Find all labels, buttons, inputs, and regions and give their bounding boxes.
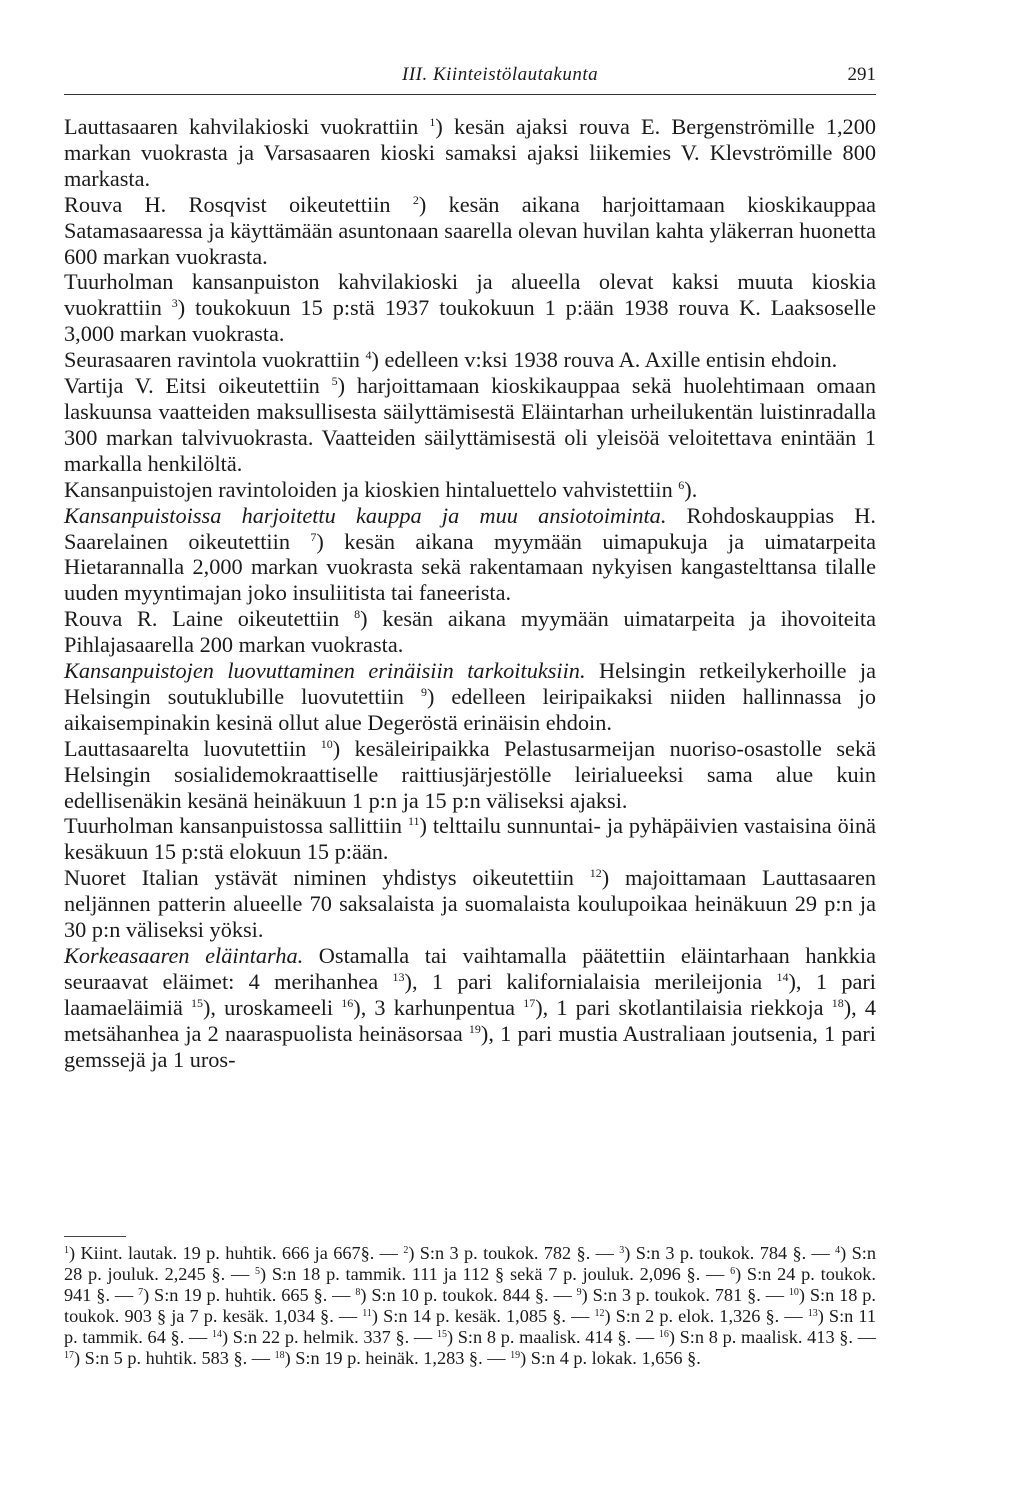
footnote-text: ) S:n 3 p. toukok. 784 §. — [624,1243,836,1263]
paragraph: Nuoret Italian ystävät niminen yhdistys oikeutettiin $^{12}$) majoittamaan Lauttasaaren neljännen patterin alueelle 70 saksalaista ja suomalaista koulupoikaa heinäkuun 29 p:n ja 30 p:n väliseksi yöksi. [64,865,876,943]
footnote-text: ) S:n 18 p. tammik. 111 ja 112 § sekä 7 p. jouluk. 2,096 §. — [260,1263,731,1284]
section-title: III. Kiinteistölautakunta [402,64,599,85]
footnote-text: ) S:n 19 p. heinäk. 1,283 §. — [284,1347,511,1368]
footnote-number: 18 [274,1349,285,1361]
footnote-number: 15 [436,1328,447,1340]
footnote-ref[interactable]: 11 [407,814,420,829]
footnote-text: ) S:n 28 p. jouluk. 2,245 §. — [64,1243,877,1284]
footnote-ref[interactable]: 10 [320,736,333,751]
footnote-number: 6 [730,1265,736,1277]
footnote-ref[interactable]: 6 [678,477,685,492]
footnote-number: 2 [403,1245,409,1256]
footnote-ref[interactable]: 2 [412,192,419,207]
footnote-ref[interactable]: 1 [429,115,436,129]
footnote-ref[interactable]: 14 [776,969,789,984]
footnote-number: 17 [64,1349,74,1361]
paragraph: Rouva R. Laine oikeutettiin $^8$) kesän aikana myymään uimatarpeita ja ihovoiteita Pihlajasaarella 200 markan vuokrasta. [64,606,876,658]
paragraph: Kansanpuistojen ravintoloiden ja kioskien hintaluettelo vahvistettiin $^6$). [64,476,698,502]
footnote-number: 14 [211,1328,222,1340]
footnote-divider [64,1236,126,1237]
paragraph: Kansanpuistojen luovuttaminen erinäisiin tarkoituksiin. Helsingin retkeilykerhoille ja Helsingin soutuklubille luovutettiin $^9$) edelleen leiripaikaksi niiden hallinnassa jo aikaisempinakin kesinä ollut alue Degeröstä erinäisin ehdoin. [64,658,876,735]
footnote-number: 5 [255,1265,261,1277]
footnote-ref[interactable]: 5 [331,374,338,389]
footnote-ref[interactable]: 18 [831,995,844,1010]
page-number: 291 [847,64,876,85]
footnote-number: 12 [594,1307,605,1319]
body-text [64,114,876,1073]
footnote-ref[interactable]: 16 [341,995,354,1010]
paragraph: Rouva H. Rosqvist oikeutettiin $^2$) kesän aikana harjoittamaan kioskikauppaa Satamasaaressa ja käyttämään asuntonaan saarella olevan huvilan kahta yläkerran huonetta 600 markan vuokrasta. [64,191,876,269]
footnote-list [64,1243,876,1368]
footnote-text: ) S:n 18 p. toukok. 903 § ja 7 p. kesäk. 1,034 §. — [64,1284,876,1326]
inline-heading: Kansanpuistojen luovuttaminen erinäisiin tarkoituksiin. [64,658,586,684]
footnote-ref[interactable]: 13 [392,969,405,984]
footnote-text: ) S:n 22 p. helmik. 337 §. — [221,1326,437,1347]
footnotes [64,1243,876,1368]
footnote-ref[interactable]: 12 [589,866,602,881]
footnote-number: 10 [788,1286,799,1298]
footnote-text: ) S:n 11 p. tammik. 64 §. — [64,1305,877,1347]
footnote-ref[interactable]: 19 [468,1021,481,1036]
footnote-text: ) S:n 10 p. toukok. 844 §. — [360,1284,577,1305]
footnote-number: 16 [658,1328,669,1340]
inline-heading: Kansanpuistoissa harjoitettu kauppa ja muu ansiotoiminta. [64,502,667,528]
footnote-ref[interactable]: 15 [191,995,203,1010]
paragraph: Tuurholman kansanpuistossa sallittiin $^{11}$) telttailu sunnuntai- ja pyhäpäivien vastaisina öinä kesäkuun 15 p:stä elokuun 15 p:ään. [64,813,876,865]
footnote-number: 19 [510,1349,521,1361]
paragraph: Korkeasaaren eläintarha. Ostamalla tai vaihtamalla päätettiin eläintarhaan hankkia seuraavat eläimet: 4 merihanhea $^{13}$), 1 pari kalifornialaisia merileijonia $^{14}$), 1 pari laamaeläimiä $^{15}$), uroskameeli $^{16}$), 3 karhunpentua $^{17}$), 1 pari skotlantilaisia riekkoja $^{18}$), 4 metsähanhea ja 2 naaraspuolista heinäsorsaa $^{19}$), 1 pari mustia Australiaan joutsenia, 1 pari gemssejä ja 1 uros- [64,943,877,1072]
paragraph: Lauttasaaren kahvilakioski vuokrattiin $^1$) kesän ajaksi rouva E. Bergenströmille 1,200 markan vuokrasta ja Varsasaaren kioski samaksi ajaksi liikemies V. Klevströmille 800 markasta. [64,114,876,191]
footnote-ref[interactable]: 8 [354,607,361,622]
footnote-text: ) S:n 8 p. maalisk. 413 §. — [668,1326,877,1347]
paragraph: Tuurholman kansanpuiston kahvilakioski ja alueella olevat kaksi muuta kioskia vuokrattiin $^3$) toukokuun 15 p:stä 1937 toukokuun 1 p:ään 1938 rouva K. Laaksoselle 3,000 markan vuokrasta. [64,269,876,347]
footnote-number: 13 [807,1307,818,1319]
footnote-number: 7 [138,1286,144,1298]
footnote-number: 9 [576,1286,582,1298]
footnote-number: 1 [64,1245,69,1256]
paragraph: Seurasaaren ravintola vuokrattiin $^4$) edelleen v:ksi 1938 rouva A. Axille entisin ehdoin. [64,347,838,373]
footnote-text: ) S:n 24 p. toukok. 941 §. — [64,1263,876,1305]
footnote-ref[interactable]: 9 [420,684,427,699]
footnote-ref[interactable]: 17 [523,995,536,1010]
footnote-number: 3 [619,1245,625,1256]
footnote-text: ) S:n 3 p. toukok. 782 §. — [408,1243,620,1263]
footnote-number: 4 [835,1245,841,1256]
footnote-text: ) S:n 5 p. huhtik. 583 §. — [74,1347,275,1368]
footnote-text: ) S:n 8 p. maalisk. 414 §. — [446,1326,659,1347]
running-header [64,64,876,95]
footnote-ref[interactable]: 7 [310,529,317,544]
footnote-text: ) S:n 3 p. toukok. 781 §. — [581,1284,789,1305]
footnote-ref[interactable]: 4 [365,348,372,363]
inline-heading: Korkeasaaren eläintarha. [64,943,304,968]
paragraph: Kansanpuistoissa harjoitettu kauppa ja muu ansiotoiminta. Rohdoskauppias H. Saarelainen oikeutettiin $^7$) kesän aikana myymään uimapukuja ja uimatarpeita Hietarannalla 2,000 markan vuokrasta sekä rakentamaan nykyisen kangastelttansa tilalle uuden myyntimajan joko insuliitista tai faneerista. [64,502,876,606]
footnote-ref[interactable]: 3 [171,296,178,311]
footnote-number: 8 [355,1286,361,1298]
footnote-text: ) S:n 4 p. lokak. 1,656 §. [520,1347,701,1368]
paragraph: Vartija V. Eitsi oikeutettiin $^5$) harjoittamaan kioskikauppaa sekä huolehtimaan omaan laskuunsa vaatteiden maksullisesta säilyttämisestä Eläintarhan urheilukentän luistinradalla 300 markan talvivuokrasta. Vaatteiden säilyttämisestä oli yleisöä veloitettava enintään 1 markalla henkilöltä. [64,373,876,476]
footnote-text: ) S:n 14 p. kesäk. 1,085 §. — [371,1305,595,1326]
footnote-text: ) S:n 19 p. huhtik. 665 §. — [143,1284,356,1305]
footnote-text: ) Kiint. lautak. 19 p. huhtik. 666 ja 667§. — [69,1243,404,1263]
paragraph: Lauttasaarelta luovutettiin $^{10}$) kesäleiripaikka Pelastusarmeijan nuoriso-osastolle sekä Helsingin sosialidemokraattiselle raittiusjärjestölle leirialueeksi sama alue kuin edellisenäkin kesänä heinäkuun 1 p:n ja 15 p:n väliseksi ajaksi. [64,735,876,813]
footnote-text: ) S:n 2 p. elok. 1,326 §. — [604,1305,808,1326]
footnote-number: 11 [362,1307,372,1319]
